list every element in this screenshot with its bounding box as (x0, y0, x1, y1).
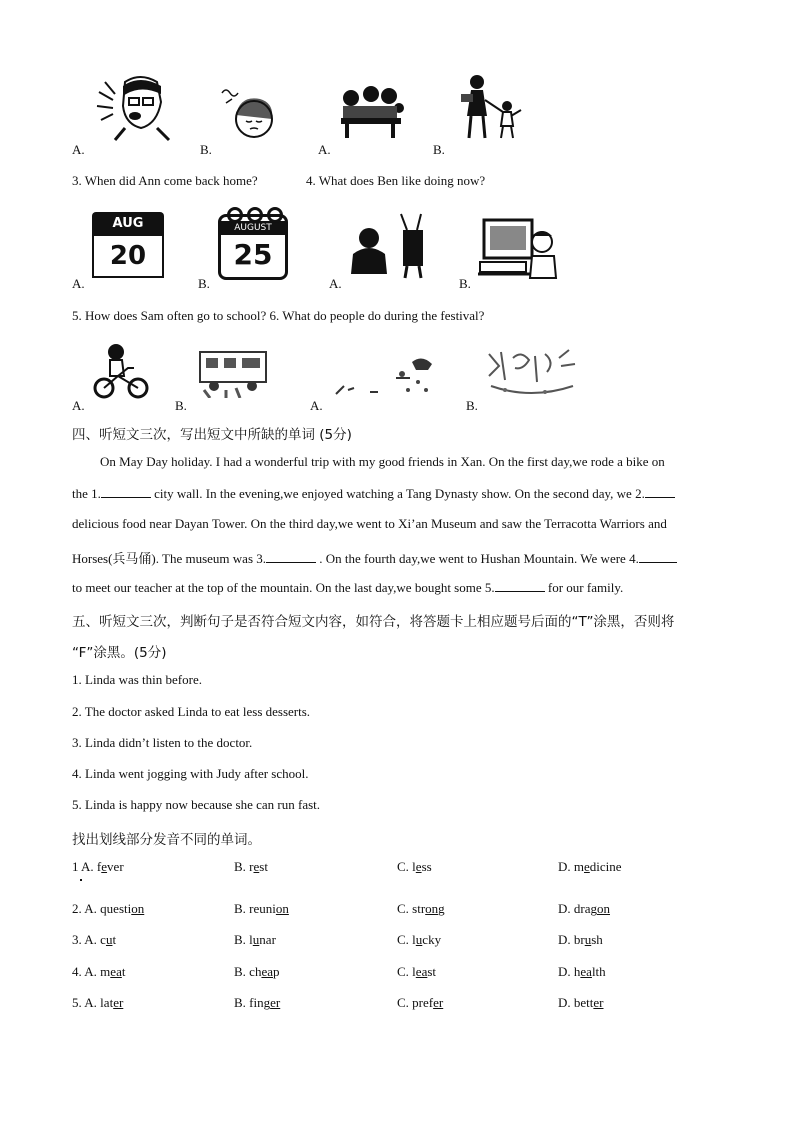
passage-line-1: On May Day holiday. I had a wonderful trip with my good friends in Xan. On the first day,we rode a bike on (100, 454, 665, 469)
shouting-man-icon (95, 72, 175, 142)
pronunciation-title: 找出划线部分发音不同的单词。 (72, 832, 261, 848)
pron-row-4-option-c (397, 964, 436, 980)
underlined-sound: e (584, 859, 590, 874)
pron-row-1-option-a (72, 859, 124, 875)
word-suffix: st (259, 859, 268, 874)
word-prefix: A. m (84, 964, 111, 979)
passage-line-3: delicious food near Dayan Tower. On the third day,we went to Xi’an Museum and saw the Terracotta Warriors and (72, 516, 667, 531)
word-prefix: D. h (558, 964, 581, 979)
word-prefix: A. c (84, 932, 106, 947)
row2-option-a-label: A. (72, 276, 85, 291)
answer-blank-3[interactable] (266, 550, 316, 563)
pron-row-3-option-c (397, 932, 441, 948)
bus-scene-icon (196, 340, 270, 398)
word-prefix: A. lat (84, 995, 114, 1010)
pron-row-3-option-b (234, 932, 276, 948)
word-prefix: B. fing (234, 995, 271, 1010)
word-suffix: ss (421, 859, 432, 874)
pron-row-number: 5. (72, 995, 85, 1010)
pron-row-5-option-d (558, 995, 604, 1011)
pron-row-2-option-b (234, 901, 289, 917)
pron-row-4-option-a (72, 964, 125, 980)
underlined-sound: u (415, 932, 423, 947)
question-5: 5. How does Sam often go to school? (72, 308, 267, 323)
section4-title: 四、听短文三次，写出短文中所缺的单词 (5分) (72, 427, 352, 443)
statement-3: 3. Linda didn’t listen to the doctor. (72, 735, 253, 750)
underlined-sound: er (270, 995, 281, 1010)
pron-row-2-option-c (397, 901, 445, 917)
word-prefix: C. pref (397, 995, 434, 1010)
statement-1: 1. Linda was thin before. (72, 672, 202, 687)
passage-line-5 (72, 579, 623, 596)
pron-row-5-option-a (72, 995, 123, 1011)
pron-row-number: 3. (72, 932, 85, 947)
underlined-sound: on (131, 901, 145, 916)
calendar-august-25 (218, 214, 288, 280)
passage-line-4-part-2: . On the fourth day,we went to Hushan Mountain. We were 4. (316, 551, 639, 566)
word-prefix: C. l (397, 932, 416, 947)
underlined-sound: ea (110, 964, 122, 979)
underlined-sound: u (252, 932, 260, 947)
row1-option-a-label: A. (72, 142, 85, 157)
passage-line-2-part-2: city wall. In the evening,we enjoyed watching a Tang Dynasty show. On the second day, we 2. (150, 486, 645, 501)
section5-title-line-1: 五、听短文三次，判断句子是否符合短文内容，如符合，将答题卡上相应题号后面的“T”涂黑，否则将 (72, 614, 675, 630)
word-suffix: dicine (589, 859, 622, 874)
pron-row-number: 1 (72, 859, 82, 874)
word-suffix: st (427, 964, 437, 979)
pron-row-3-option-d (558, 932, 603, 948)
passage-line-2 (72, 485, 675, 502)
pron-row-number: 2. (72, 901, 85, 916)
calendar-a-month: AUG (92, 212, 164, 236)
word-suffix: g (438, 901, 445, 916)
row3-option-d-label: B. (466, 398, 478, 413)
word-prefix: D. br (558, 932, 585, 947)
word-prefix: D. drag (558, 901, 597, 916)
underlined-sound: er (593, 995, 604, 1010)
pron-row-4-option-d (558, 964, 606, 980)
underlined-sound: er (113, 995, 124, 1010)
underlined-sound: ea (261, 964, 273, 979)
pron-row-number: 4. (72, 964, 85, 979)
word-suffix: t (112, 932, 117, 947)
word-prefix: D. bett (558, 995, 594, 1010)
underlined-sound: e (101, 859, 108, 874)
statement-2: 2. The doctor asked Linda to eat less desserts. (72, 704, 311, 719)
pron-row-2-option-d (558, 901, 610, 917)
questions-5-6 (72, 308, 484, 324)
pron-row-5-option-c (397, 995, 443, 1011)
row3-option-b-label: B. (175, 398, 187, 413)
pron-row-4-option-b (234, 964, 280, 980)
row2-option-c-label: A. (329, 276, 342, 291)
row-1-dot-mark (80, 879, 82, 881)
word-suffix: cky (422, 932, 442, 947)
word-prefix: B. r (234, 859, 254, 874)
pron-row-2-option-a (72, 901, 144, 917)
word-prefix: B. reuni (234, 901, 276, 916)
answer-blank-1[interactable] (101, 485, 151, 498)
underlined-sound: on (275, 901, 289, 916)
underlined-sound: ea (415, 964, 428, 979)
row2-option-d-label: B. (459, 276, 471, 291)
word-suffix: p (273, 964, 280, 979)
row1-option-d-label: B. (433, 142, 445, 157)
festival-activity-icon (330, 352, 440, 398)
passage-line-5-part-1: to meet our teacher at the top of the mountain. On the last day,we bought some 5. (72, 580, 495, 595)
pron-row-1-option-d (558, 859, 622, 875)
underlined-sound: ea (580, 964, 592, 979)
pron-row-5-option-b (234, 995, 280, 1011)
using-computer-icon (478, 216, 558, 282)
pron-row-1-option-b (234, 859, 268, 875)
family-dinner-icon (337, 82, 407, 140)
row1-option-b-label: B. (200, 142, 212, 157)
answer-blank-5[interactable] (495, 579, 545, 592)
row3-option-c-label: A. (310, 398, 323, 413)
underlined-sound: er (433, 995, 444, 1010)
row1-option-c-label: A. (318, 142, 331, 157)
word-prefix: C. str (397, 901, 426, 916)
word-suffix: sh (591, 932, 603, 947)
section5-title-line-2: “F”涂黑。(5分) (72, 645, 167, 661)
pron-row-1-option-c (397, 859, 432, 875)
word-prefix: B. l (234, 932, 253, 947)
word-suffix: nar (259, 932, 276, 947)
pron-row-3-option-a (72, 932, 116, 948)
passage-line-4-part-1: Horses(兵马俑). The museum was 3. (72, 551, 267, 566)
answer-blank-4[interactable] (639, 550, 677, 563)
word-prefix: C. l (397, 964, 416, 979)
word-prefix: D. m (558, 859, 584, 874)
row3-option-a-label: A. (72, 398, 85, 413)
question-4: 4. What does Ben like doing now? (306, 173, 486, 188)
question-3: 3. When did Ann come back home? (72, 173, 258, 188)
underlined-sound: u (584, 932, 592, 947)
passage-line-2-part-1: the 1. (72, 486, 101, 501)
underlined-sound: on (425, 901, 439, 916)
watching-tv-icon (345, 212, 429, 280)
sick-boy-icon (220, 85, 278, 143)
word-prefix: C. l (397, 859, 416, 874)
word-suffix: lth (591, 964, 606, 979)
statement-5: 5. Linda is happy now because she can run fast. (72, 797, 321, 812)
underlined-sound: u (105, 932, 113, 947)
underlined-sound: e (415, 859, 422, 874)
calendar-b-day: 25 (233, 238, 273, 271)
dragon-boat-icon (485, 346, 579, 400)
passage-line-4 (72, 548, 677, 567)
passage-line-5-part-2: for our family. (544, 580, 624, 595)
boy-on-bike-icon (92, 340, 150, 400)
row2-option-b-label: B. (198, 276, 210, 291)
mother-and-child-icon (455, 72, 527, 142)
word-prefix: A. questi (84, 901, 132, 916)
underlined-sound: e (253, 859, 260, 874)
word-prefix: B. ch (234, 964, 262, 979)
underlined-sound: on (597, 901, 610, 916)
word-suffix: ver (107, 859, 124, 874)
calendar-b-month: AUGUST (221, 221, 285, 235)
calendar-a-day: 20 (92, 236, 164, 278)
statement-4: 4. Linda went jogging with Judy after school. (72, 766, 309, 781)
answer-blank-2[interactable] (645, 485, 675, 498)
word-suffix: t (121, 964, 126, 979)
word-prefix: A. f (81, 859, 102, 874)
question-6: 6. What do people do during the festival? (269, 308, 485, 323)
calendar-aug-20 (92, 212, 164, 280)
